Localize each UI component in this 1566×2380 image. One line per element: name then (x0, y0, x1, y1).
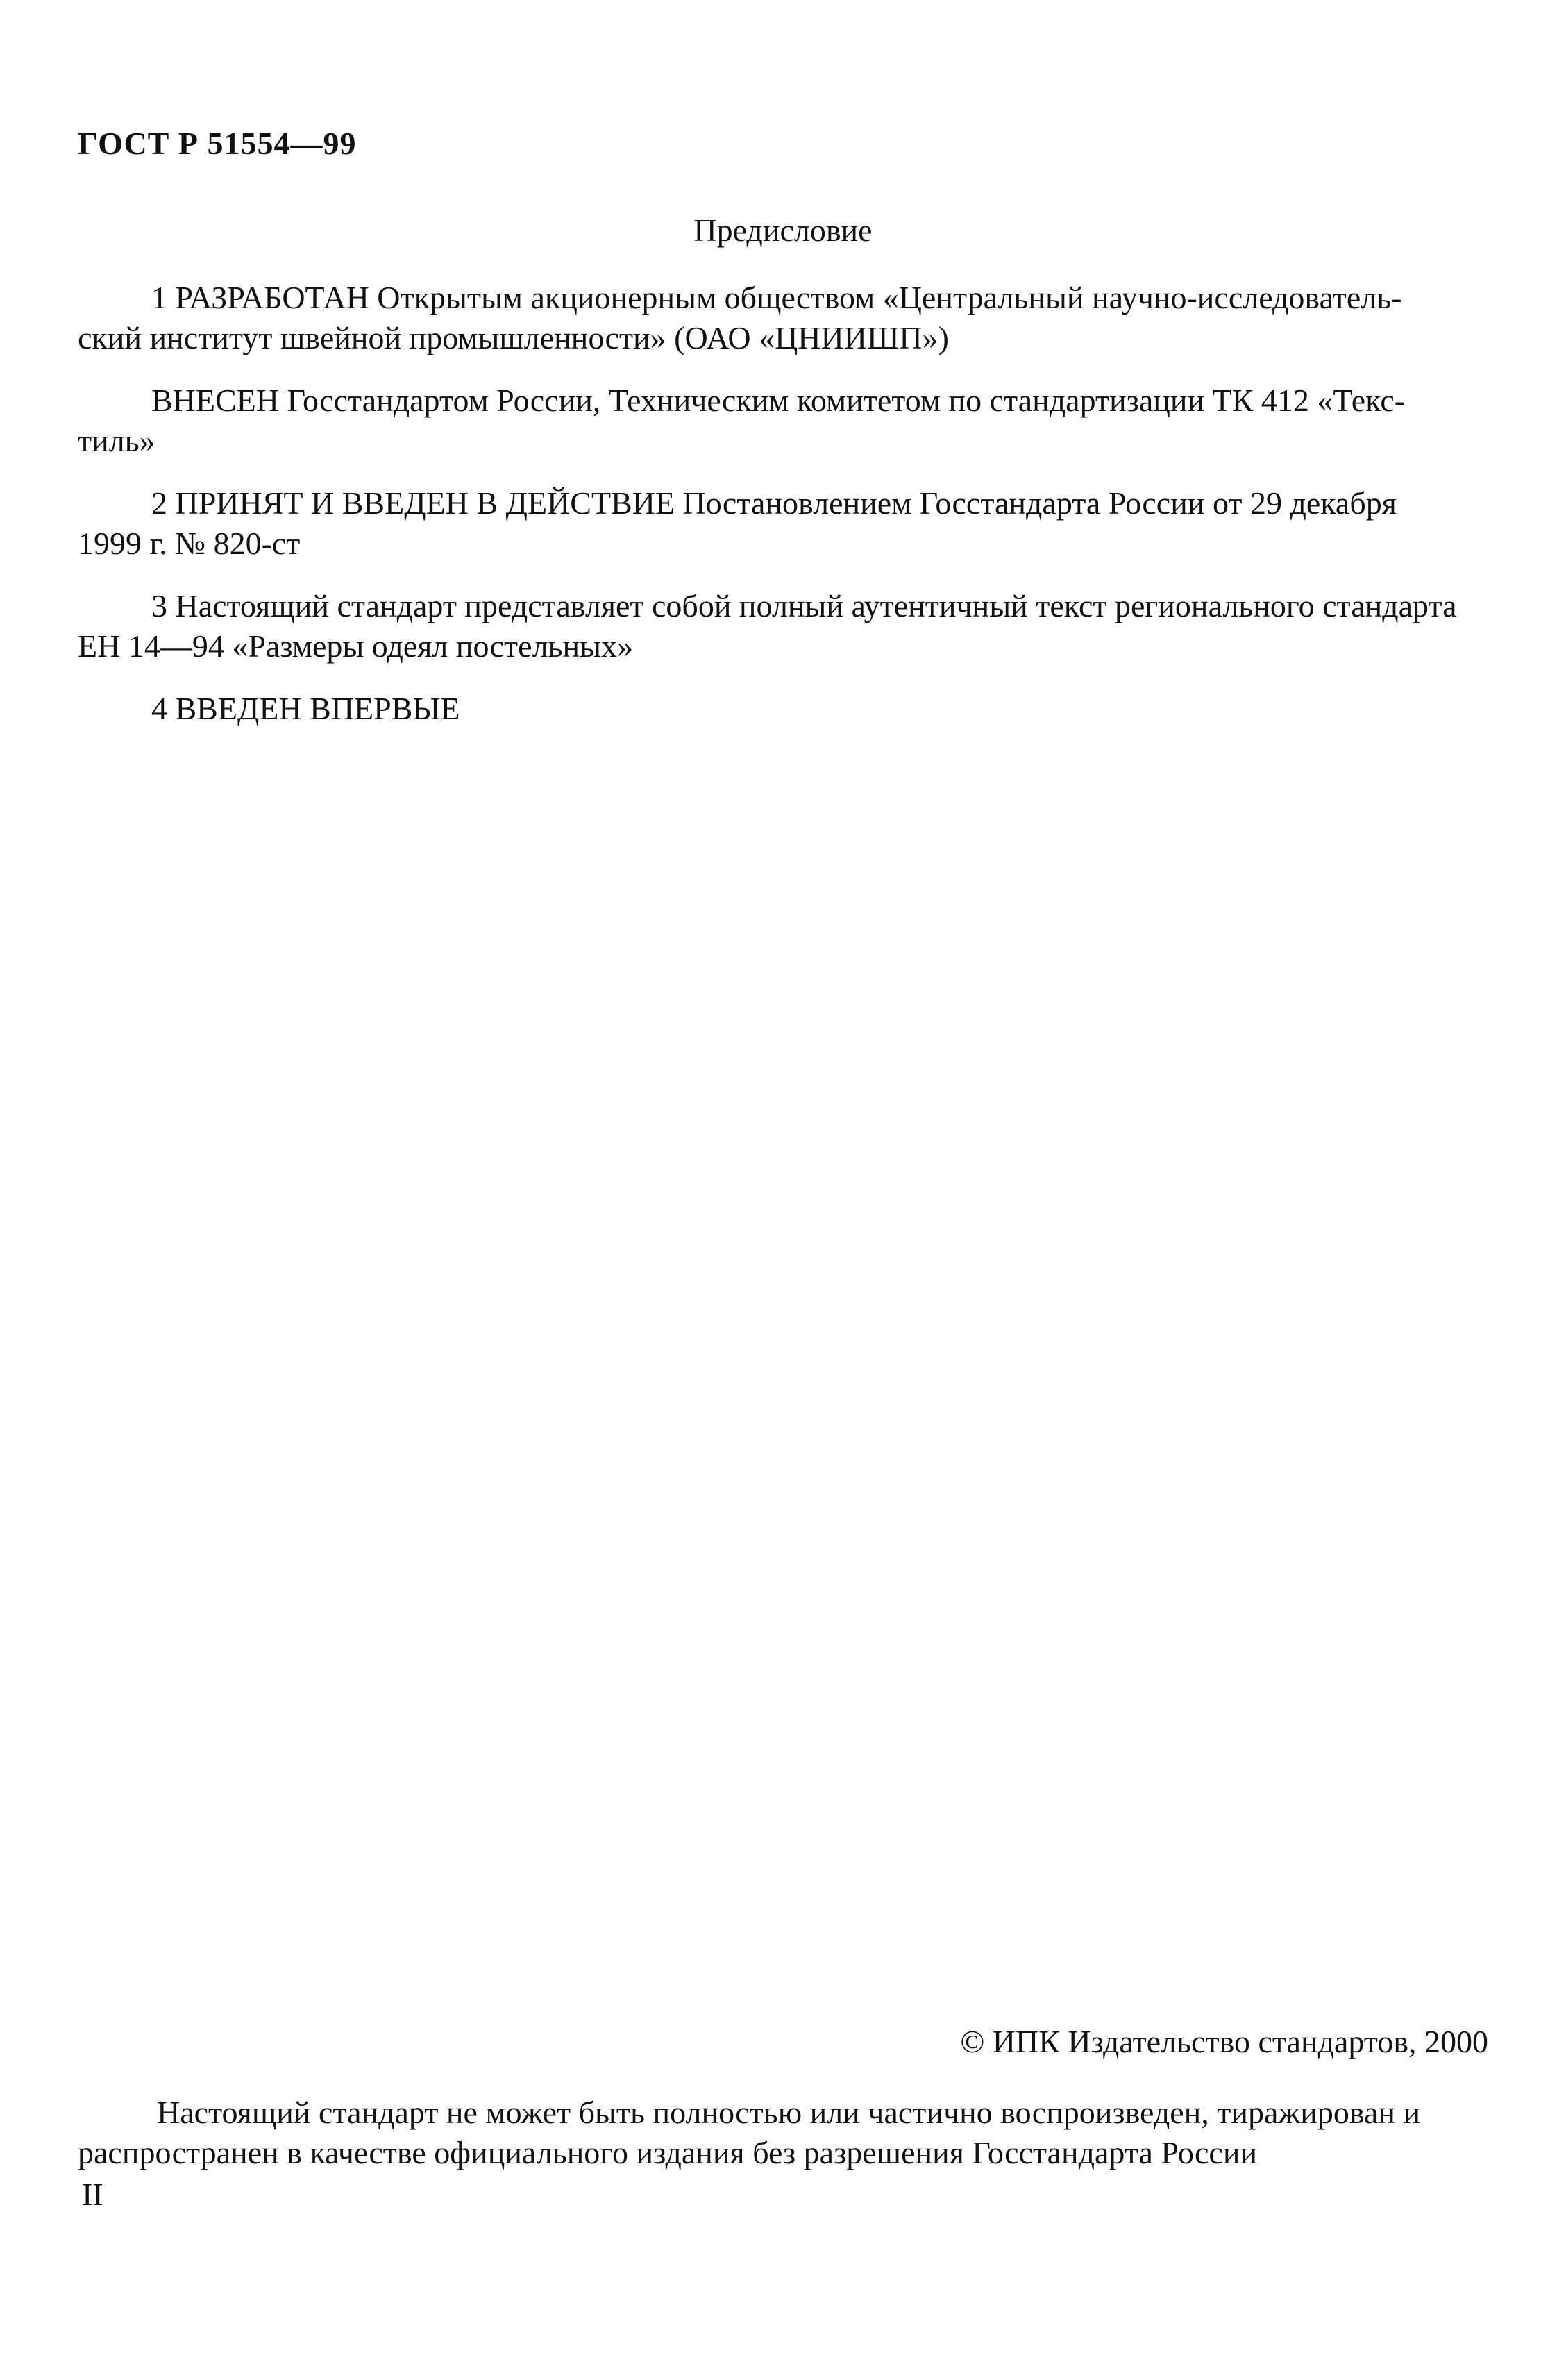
copyright-line: © ИПК Издательство стандартов, 2000 (960, 2024, 1488, 2059)
preface-item-introduced (78, 380, 1480, 461)
preface-item-line-1: 4 ВВЕДЕН ВПЕРВЫЕ (151, 691, 460, 726)
page-number: II (82, 2177, 103, 2212)
reproduction-notice (78, 2093, 1487, 2173)
page-title: Предисловие (693, 212, 873, 248)
preface-item-developed (78, 278, 1480, 358)
preface-item-line-1: 1 РАЗРАБОТАН Открытым акционерным обществом «Центральный научно-исследователь- (151, 280, 1402, 315)
standard-code-header: ГОСТ Р 51554—99 (78, 126, 357, 161)
preface-item-line-1: 3 Настоящий стандарт представляет собой полный аутентичный текст регионального стандарта (151, 588, 1457, 623)
preface-item-adopted (78, 483, 1480, 564)
preface-item-line-2: ский институт швейной промышленности» (ОАО «ЦНИИШП») (78, 320, 949, 355)
preface-item-line-2: ЕН 14—94 «Размеры одеял постельных» (78, 628, 634, 664)
preface-item-line-1: ВНЕСЕН Госстандартом России, Техническим комитетом по стандартизации ТК 412 «Текс- (151, 383, 1406, 418)
notice-line-1: Настоящий стандарт не может быть полностью или частично воспроизведен, тиражирован и (157, 2095, 1421, 2130)
notice-line-2: распространен в качестве официального издания без разрешения Госстандарта России (78, 2135, 1258, 2170)
preface-item-first-introduced (78, 689, 1480, 729)
preface-item-line-2: 1999 г. № 820-ст (78, 526, 301, 561)
preface-item-line-2: тиль» (78, 423, 155, 458)
preface-item-line-1: 2 ПРИНЯТ И ВВЕДЕН В ДЕЙСТВИЕ Постановлением Госстандарта России от 29 декабря (151, 485, 1397, 521)
preface-item-authentic-text (78, 586, 1480, 667)
